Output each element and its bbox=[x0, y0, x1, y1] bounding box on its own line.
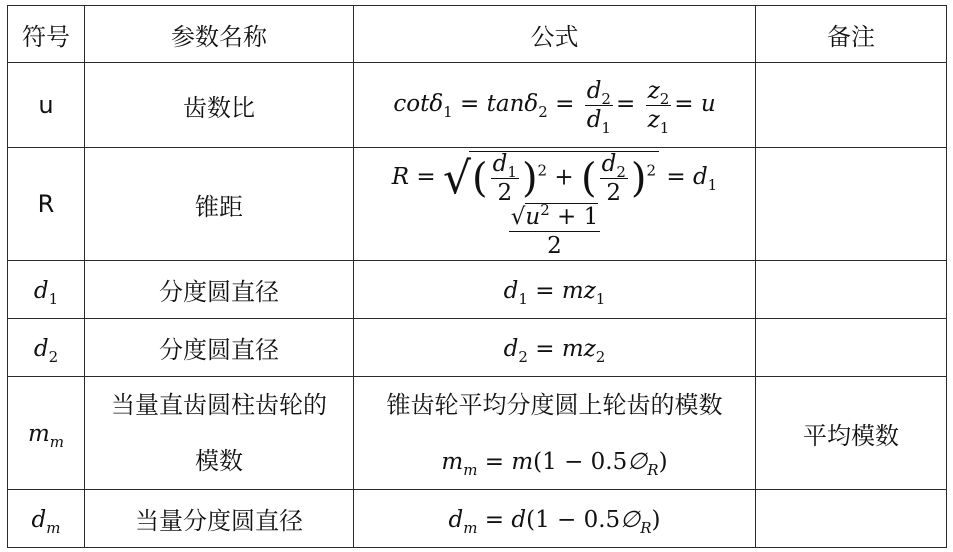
note-mm: 平均模数 bbox=[756, 377, 947, 490]
symbol-dm: $d_m$ bbox=[8, 490, 85, 548]
name-d2: 分度圆直径 bbox=[85, 319, 354, 377]
name-mm bbox=[85, 377, 354, 490]
formula-dm: $d_m = d(1$ − $0.5\emptyset_R$) bbox=[354, 490, 756, 548]
note-u bbox=[756, 63, 947, 148]
header-note: 备注 bbox=[756, 6, 947, 63]
name-dm: 当量分度圆直径 bbox=[85, 490, 354, 548]
formula-u: cotδ$_1$ = tanδ$_2$ = $\frac{d_2}{d_1}$ = $\frac{z_2}{z_1}$ = u bbox=[354, 63, 756, 148]
parameter-table bbox=[7, 5, 947, 548]
symbol-R: R bbox=[8, 148, 85, 261]
name-R: 锥距 bbox=[85, 148, 354, 261]
formula-d1: $d_1 = mz_1$ bbox=[354, 261, 756, 319]
note-dm bbox=[756, 490, 947, 548]
note-d1 bbox=[756, 261, 947, 319]
formula-R: R = √( $\frac{d_1}{2}$ )$^2$ + ( $\frac{d_2}{2}$ )$^2 = d_1$ $\frac{√u^2 + 1}{2}$ bbox=[354, 148, 756, 261]
header-name: 参数名称 bbox=[85, 6, 354, 63]
table-row-R bbox=[8, 148, 947, 261]
table-row-u bbox=[8, 63, 947, 148]
table-row-d2 bbox=[8, 319, 947, 377]
table-row-mm bbox=[8, 377, 947, 490]
note-d2 bbox=[756, 319, 947, 377]
name-u: 齿数比 bbox=[85, 63, 354, 148]
formula-d2: $d_2 = mz_2$ bbox=[354, 319, 756, 377]
symbol-mm: $m_m$ bbox=[8, 377, 85, 490]
header-row bbox=[8, 6, 947, 63]
symbol-d1: $d_1$ bbox=[8, 261, 85, 319]
formula-mm-expr: $m_m = m(1$ − $0.5\emptyset_R$) bbox=[441, 449, 668, 479]
name-d1: 分度圆直径 bbox=[85, 261, 354, 319]
table-row-dm bbox=[8, 490, 947, 548]
table-row-d1 bbox=[8, 261, 947, 319]
name-mm-line1: 当量直齿圆柱齿轮的 bbox=[111, 391, 327, 419]
symbol-d2: $d_2$ bbox=[8, 319, 85, 377]
formula-mm bbox=[354, 377, 756, 490]
name-mm-line2: 模数 bbox=[195, 447, 243, 475]
note-R bbox=[756, 148, 947, 261]
header-symbol: 符号 bbox=[8, 6, 85, 63]
symbol-u: u bbox=[8, 63, 85, 148]
formula-mm-text: 锥齿轮平均分度圆上轮齿的模数 bbox=[386, 391, 723, 419]
header-formula: 公式 bbox=[354, 6, 756, 63]
